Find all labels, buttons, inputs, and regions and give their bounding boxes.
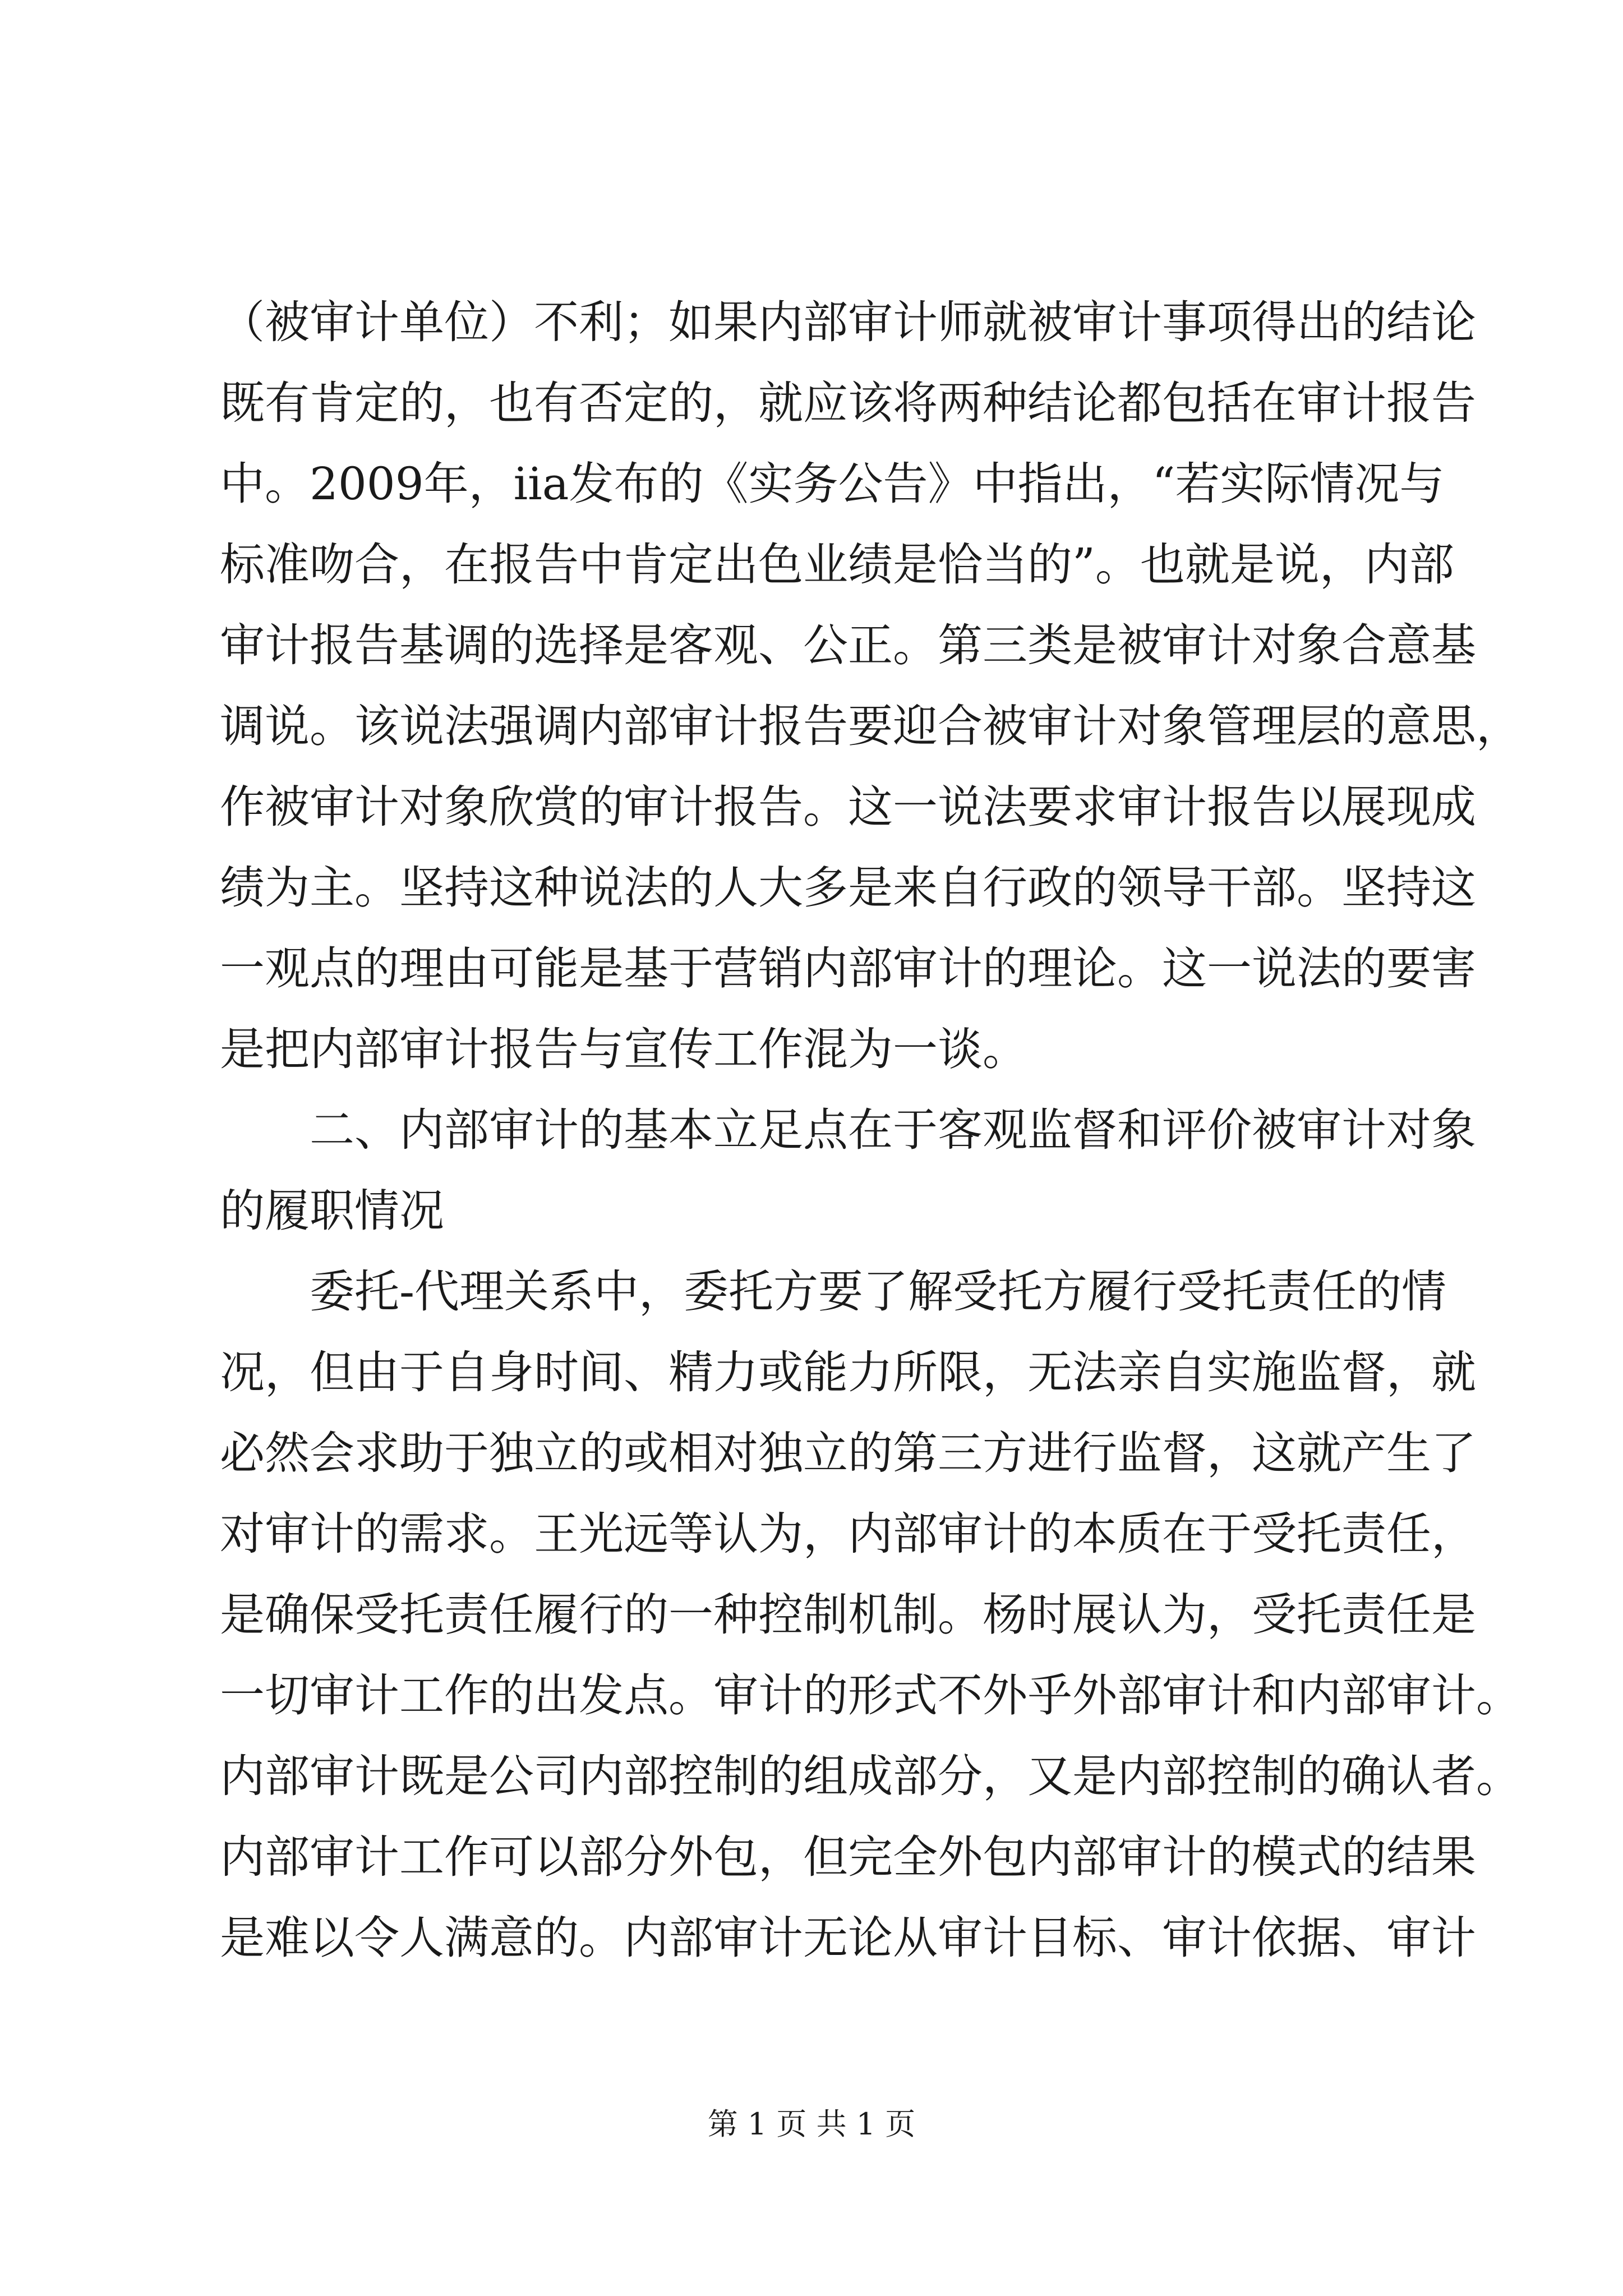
section-heading: 二、内部审计的基本立足点在于客观监督和评价被审计对象	[220, 1104, 1476, 1156]
text-line: 是难以令人满意的。内部审计无论从审计目标、审计依据、审计	[220, 1912, 1476, 1964]
text-line: 对审计的需求。王光远等认为，内部审计的本质在于受托责任，	[220, 1508, 1476, 1560]
section-heading: 的履职情况	[220, 1185, 444, 1237]
text-line: 审计报告基调的选择是客观、公正。第三类是被审计对象合意基	[220, 619, 1476, 671]
text-line: 是把内部审计报告与宣传工作混为一谈。	[220, 1023, 1027, 1075]
text-line: 标准吻合，在报告中肯定出色业绩是恰当的”。也就是说，内部	[220, 539, 1454, 591]
text-line: 作被审计对象欣赏的审计报告。这一说法要求审计报告以展现成	[220, 781, 1476, 833]
text-line: 绩为主。坚持这种说法的人大多是来自行政的领导干部。坚持这	[220, 862, 1476, 914]
text-line: 既有肯定的，也有否定的，就应该将两种结论都包括在审计报告	[220, 377, 1476, 429]
text-line: 内部审计既是公司内部控制的组成部分，又是内部控制的确认者。	[220, 1750, 1521, 1802]
text-line: 一切审计工作的出发点。审计的形式不外乎外部审计和内部审计。	[220, 1669, 1521, 1722]
page-number-footer: 第 1 页 共 1 页	[707, 2106, 916, 2142]
text-line: 必然会求助于独立的或相对独立的第三方进行监督，这就产生了	[220, 1427, 1476, 1479]
text-line: 内部审计工作可以部分外包，但完全外包内部审计的模式的结果	[220, 1831, 1476, 1883]
text-line: 调说。该说法强调内部审计报告要迎合被审计对象管理层的意思，	[220, 700, 1521, 752]
text-line: 委托-代理关系中，委托方要了解受托方履行受托责任的情	[220, 1266, 1447, 1318]
text-line: 是确保受托责任履行的一种控制机制。杨时展认为，受托责任是	[220, 1589, 1476, 1641]
text-line: 况，但由于自身时间、精力或能力所限，无法亲自实施监督，就	[220, 1346, 1476, 1398]
text-line: 一观点的理由可能是基于营销内部审计的理论。这一说法的要害	[220, 942, 1476, 995]
text-line: 中。2009年，iia发布的《实务公告》中指出，“若实际情况与	[220, 458, 1445, 510]
text-line: （被审计单位）不利；如果内部审计师就被审计事项得出的结论	[220, 296, 1476, 348]
